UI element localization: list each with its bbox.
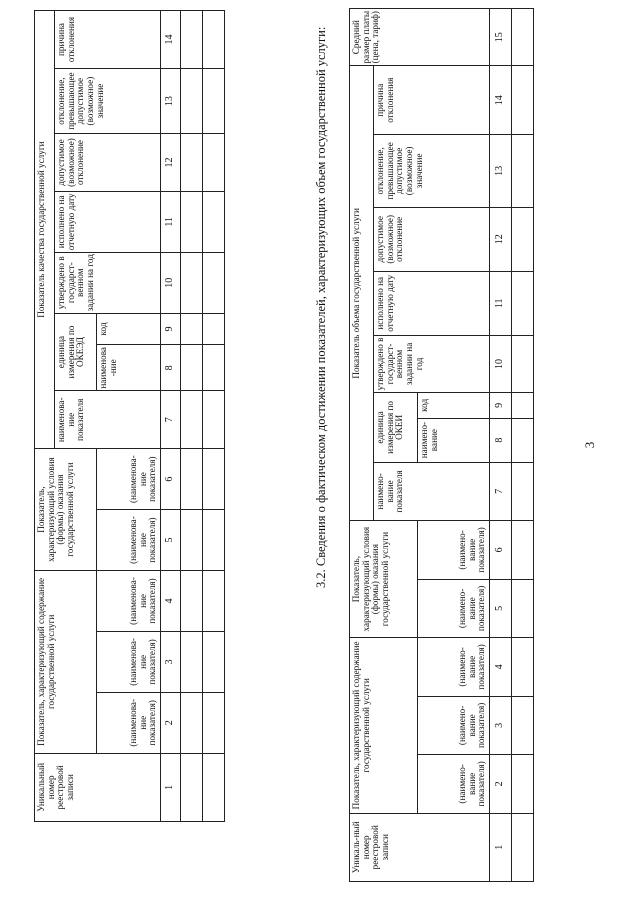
header-approved: утверждено в государст-венном задании на год bbox=[55, 252, 161, 313]
col-num: 5 bbox=[490, 579, 512, 637]
col-num: 4 bbox=[490, 638, 512, 697]
header-conditions-indicator: Показатель, характеризующий условия (формы) оказания государственной услуги bbox=[35, 449, 97, 571]
header-approved: утверждено в государст-венном задании на год bbox=[374, 335, 490, 392]
subheader-content-name-1: (наимено-вание показателя) bbox=[418, 755, 490, 813]
subheader-unit-code: код bbox=[97, 313, 161, 345]
col-num: 9 bbox=[161, 313, 181, 345]
subheader-conditions-name-2: (наименова-ние показателя) bbox=[97, 449, 161, 510]
col-num: 8 bbox=[490, 418, 512, 462]
col-num: 11 bbox=[490, 271, 512, 335]
subheader-content-name-2: (наимено-вание показателя) bbox=[418, 696, 490, 754]
table-row bbox=[203, 11, 225, 822]
col-num: 14 bbox=[161, 11, 181, 69]
subheader-unit-name: наименова-ние bbox=[97, 345, 161, 391]
col-num: 2 bbox=[161, 692, 181, 753]
table-row bbox=[181, 11, 203, 822]
header-unit-okeed: единица измерения по ОКЕЭД bbox=[55, 313, 97, 391]
header-unique-number: Уникаль-ный номер реестровой записи bbox=[350, 813, 490, 881]
quality-indicators-table bbox=[34, 10, 225, 822]
section-heading bbox=[314, 5, 329, 905]
volume-indicators-table bbox=[349, 8, 534, 882]
col-num: 1 bbox=[490, 813, 512, 881]
subheader-content-name-3: (наимено-вание показателя) bbox=[418, 638, 490, 697]
col-num: 8 bbox=[161, 345, 181, 391]
col-num: 3 bbox=[490, 696, 512, 754]
subheader-unit-name: наимено-вание bbox=[418, 418, 490, 462]
page-number: 3 bbox=[582, 441, 597, 449]
col-num: 6 bbox=[490, 521, 512, 580]
header-indicator-name: наименова-ние показателя bbox=[55, 391, 161, 449]
col-num: 11 bbox=[161, 191, 181, 252]
header-executed: исполнено на отчетную дату bbox=[374, 271, 490, 335]
col-num: 1 bbox=[161, 753, 181, 821]
col-num: 10 bbox=[490, 335, 512, 392]
col-num: 6 bbox=[161, 449, 181, 510]
header-exceeding-deviation: отклонение, превышающее допустимое (возможное) значение bbox=[374, 134, 490, 207]
subheader-unit-code: код bbox=[418, 393, 490, 418]
header-allowed-deviation: допустимое (возможное) отклонение bbox=[374, 207, 490, 271]
col-num: 12 bbox=[490, 207, 512, 271]
col-num: 9 bbox=[490, 393, 512, 418]
heading-text: 3.2. Сведения о фактическом достижении показателей, характеризующих объем государственной услуги: bbox=[314, 26, 328, 588]
col-num: 13 bbox=[161, 69, 181, 134]
col-num: 5 bbox=[161, 510, 181, 571]
header-deviation-reason: причина отклонения bbox=[374, 66, 490, 135]
subheader-content-name-3: (наименова-ние показателя) bbox=[97, 571, 161, 632]
header-unit-okei: единица измерения по ОКЕИ bbox=[374, 393, 418, 463]
header-executed: исполнено на отчетную дату bbox=[55, 191, 161, 252]
subheader-conditions-name-1: (наименова-ние показателя) bbox=[97, 510, 161, 571]
header-indicator-name: наимено-вание показателя bbox=[374, 462, 490, 520]
header-volume-indicator: Показатель объема государственной услуги bbox=[350, 66, 374, 521]
col-num: 3 bbox=[161, 631, 181, 692]
subheader-content-name-2: (наименова-ние показателя) bbox=[97, 631, 161, 692]
col-num: 12 bbox=[161, 134, 181, 192]
col-num: 10 bbox=[161, 252, 181, 313]
col-num: 4 bbox=[161, 571, 181, 632]
header-content-indicator: Показатель, характеризующий содержание государственной услуги bbox=[350, 638, 418, 813]
header-unique-number: Уникальный номер реестровой записи bbox=[35, 753, 161, 821]
header-content-indicator: Показатель, характеризующий содержание государственной услуги bbox=[35, 571, 97, 754]
col-num: 13 bbox=[490, 134, 512, 207]
col-num: 7 bbox=[490, 462, 512, 520]
table-row bbox=[512, 9, 534, 882]
header-quality-indicator: Показатель качества государственной услуги bbox=[35, 11, 55, 449]
header-exceeding-deviation: отклонение, превышающее допустимое (возможное) значение bbox=[55, 69, 161, 134]
col-num: 7 bbox=[161, 391, 181, 449]
col-num: 14 bbox=[490, 66, 512, 135]
header-average-fee: Средний размер платы (цена, тариф) bbox=[350, 9, 490, 66]
col-num: 2 bbox=[490, 755, 512, 813]
subheader-conditions-name-2: (наимено-вание показателя) bbox=[418, 521, 490, 580]
header-deviation-reason: причина отклонения bbox=[55, 11, 161, 69]
column-numbers-row bbox=[161, 11, 181, 822]
header-conditions-indicator: Показатель, характеризующий условия (формы) оказания государственной услуги bbox=[350, 521, 418, 638]
column-numbers-row bbox=[490, 9, 512, 882]
subheader-content-name-1: (наименова-ние показателя) bbox=[97, 692, 161, 753]
subheader-conditions-name-1: (наимено-вание показателя) bbox=[418, 579, 490, 637]
col-num: 15 bbox=[490, 9, 512, 66]
header-allowed-deviation: допустимое (возможное) отклонение bbox=[55, 134, 161, 192]
